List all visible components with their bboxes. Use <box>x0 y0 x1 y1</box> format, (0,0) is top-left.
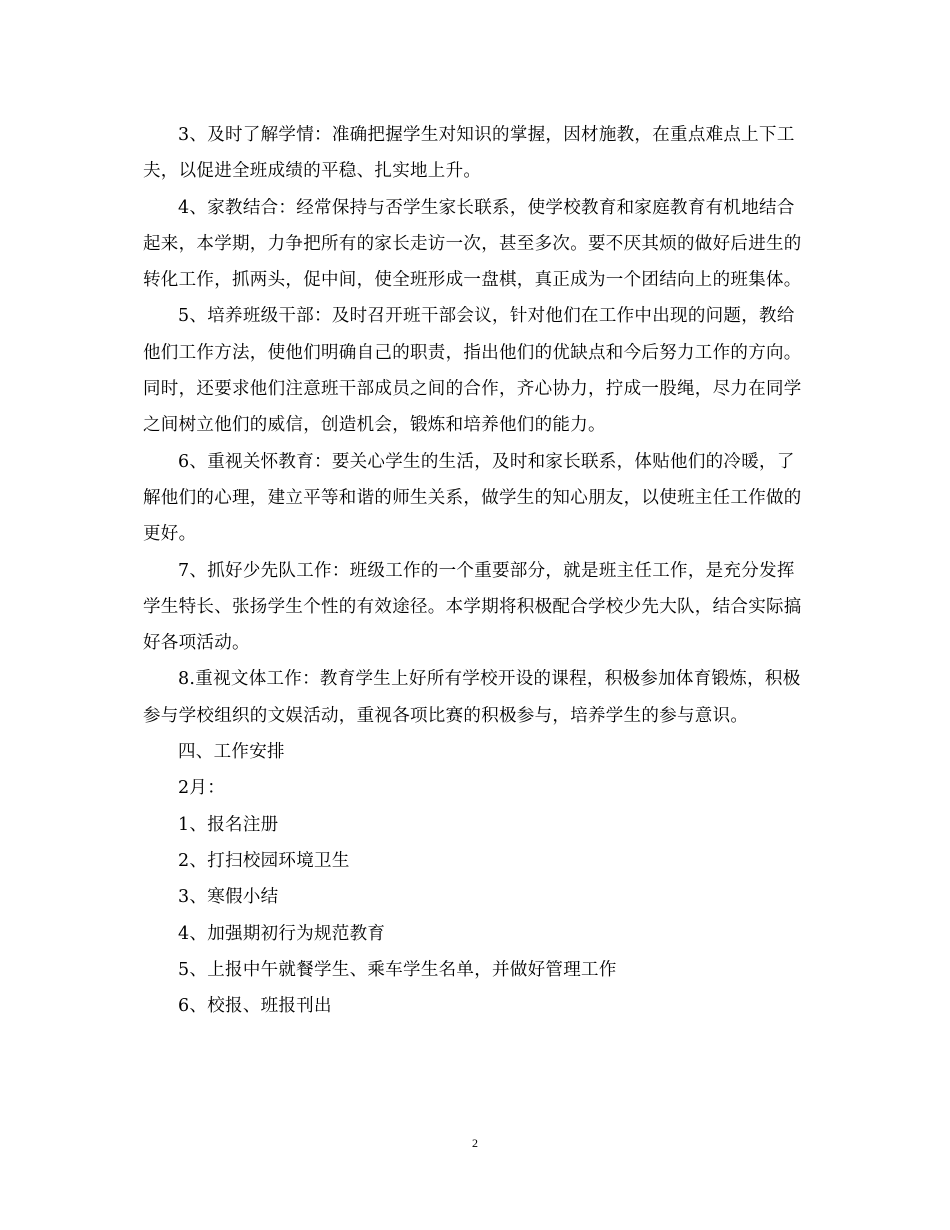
document-body <box>143 117 807 1024</box>
schedule-item: 4、加强期初行为规范教育 <box>178 923 386 944</box>
paragraph-item-4: 4、家教结合：经常保持与否学生家长联系，使学校教育和家庭教育有机地结合起来，本学期，力争把所有的家长走访一次，甚至多次。要不厌其烦的做好后进生的转化工作，抓两头，促中间，使全班形成一盘棋，真正成为一个团结向上的班集体。 <box>143 197 802 291</box>
schedule-item: 5、上报中午就餐学生、乘车学生名单，并做好管理工作 <box>178 959 617 980</box>
page-number: 2 <box>472 1136 478 1150</box>
paragraph-item-7: 7、抓好少先队工作：班级工作的一个重要部分，就是班主任工作，是充分发挥学生特长、张扬学生个性的有效途径。本学期将积极配合学校少先大队，结合实际搞好各项活动。 <box>143 560 802 654</box>
schedule-item: 6、校报、班报刊出 <box>178 996 332 1017</box>
paragraph-item-6: 6、重视关怀教育：要关心学生的生活，及时和家长联系，体贴他们的冷暖，了解他们的心理，建立平等和谐的师生关系，做学生的知心朋友，以使班主任工作做的更好。 <box>143 451 802 545</box>
section-heading: 四、工作安排 <box>178 742 285 763</box>
schedule-item: 3、寒假小结 <box>178 887 279 908</box>
paragraph-item-5: 5、培养班级干部：及时召开班干部会议，针对他们在工作中出现的问题，教给他们工作方法，使他们明确自己的职责，指出他们的优缺点和今后努力工作的方向。同时，还要求他们注意班干部成员之间的合作，齐心协力，拧成一股绳，尽力在同学之间树立他们的威信，创造机会，锻炼和培养他们的能力。 <box>143 306 802 436</box>
schedule-item: 2、打扫校园环境卫生 <box>178 850 350 871</box>
paragraph-item-3: 3、及时了解学情：准确把握学生对知识的掌握，因材施教，在重点难点上下工夫，以促进全班成绩的平稳、扎实地上升。 <box>143 125 795 182</box>
month-label: 2月： <box>178 778 226 799</box>
paragraph-item-8: 8.重视文体工作：教育学生上好所有学校开设的课程，积极参加体育锻炼，积极参与学校组织的文娱活动，重视各项比赛的积极参与，培养学生的参与意识。 <box>143 669 801 726</box>
schedule-item: 1、报名注册 <box>178 814 279 835</box>
